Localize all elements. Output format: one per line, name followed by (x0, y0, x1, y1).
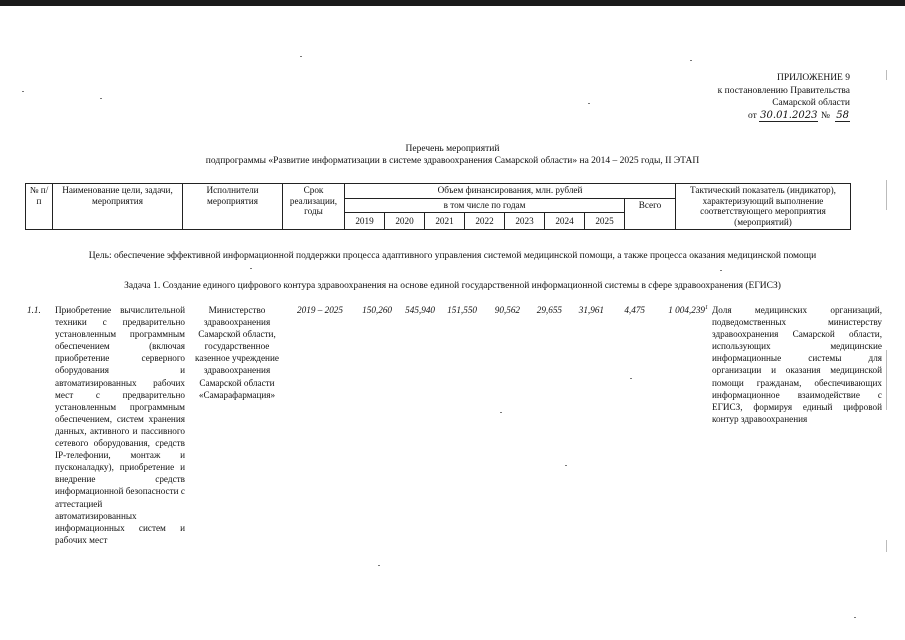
row-name: Приобретение вычислительной техники с предварительно установленным программным обеспечением (включая приобретение серверного оборудования и автоматизированных рабочих мест с предварительно установленным программным обеспечением, систем хранения данных, активного и пассивного сетевого оборудования, средств IP-телефонии, монтаж и пусконаладку), приобретение и внедрение средств информационной безопасности с аттестацией автоматизированных информационных систем и рабочих мест (55, 305, 185, 545)
by-years-header: в том числе по годам (345, 199, 625, 213)
value-2024: 31,961 (578, 305, 604, 315)
col-num-header: № п/п (26, 184, 53, 230)
date-prefix: от (748, 110, 757, 121)
row-term: 2019 – 2025 (297, 305, 343, 315)
number-prefix: № (820, 110, 830, 121)
scan-edge-mark (886, 70, 887, 80)
year-2019: 2019 (345, 213, 385, 230)
col-indicator-header: Тактический показатель (индикатор), характеризующий выполнение соответствующего мероприятия (мероприятий) (676, 184, 851, 230)
row-executors: Министерство здравоохранения Самарской области, государственное казенное учреждение здравоохранения Самарской области «Самарафармация» (195, 305, 279, 400)
scan-speck (588, 103, 590, 104)
year-2025: 2025 (585, 213, 625, 230)
title-line-1: Перечень мероприятий (405, 144, 500, 154)
col-term-header: Срок реализации, годы (283, 184, 345, 230)
year-2023: 2023 (505, 213, 545, 230)
scan-top-border (0, 0, 905, 6)
col-funding-header: Объем финансирования, млн. рублей (345, 184, 676, 199)
document-title (0, 143, 905, 167)
handwritten-date: 30.01.2023 (760, 109, 818, 121)
appendix-title: ПРИЛОЖЕНИЕ 9 (776, 73, 850, 83)
scan-speck (378, 565, 380, 566)
col-name-header: Наименование цели, задачи, мероприятия (53, 184, 183, 230)
col-total-header: Всего (625, 199, 676, 230)
scan-edge-mark (886, 350, 887, 410)
scan-speck (22, 91, 24, 92)
task-text: Задача 1. Создание единого цифрового контура здравоохранения на основе единой государственной информационной системы в сфере здравоохранения (ЕГИСЗ) (124, 281, 781, 291)
scan-speck (300, 56, 302, 57)
col-executors-header: Исполнители мероприятия (183, 184, 283, 230)
value-2020: 545,940 (405, 305, 435, 315)
appendix-block (640, 72, 850, 122)
value-total (648, 304, 708, 316)
value-total-footnote: 1 (705, 304, 708, 311)
value-2025: 4,475 (624, 305, 645, 315)
goal-text: Цель: обеспечение эффективной информационной поддержки процесса адаптивного управления системой медицинской помощи, а также процесса оказания медицинской помощи (88, 251, 817, 261)
scan-speck (100, 98, 102, 99)
scan-speck (720, 270, 722, 271)
title-line-2: подпрограммы «Развитие информатизации в системе здравоохранения Самарской области» на 2014 – 2025 годы, II ЭТАП (205, 156, 700, 166)
table-header (25, 183, 851, 230)
year-2024: 2024 (545, 213, 585, 230)
handwritten-number: 58 (836, 109, 849, 121)
value-total-number: 1 004,239 (668, 305, 705, 315)
year-2020: 2020 (385, 213, 425, 230)
appendix-line-1: к постановлению Правительства (717, 85, 850, 96)
appendix-line-2: Самарской области (772, 98, 850, 108)
value-2021: 151,550 (447, 305, 477, 315)
year-2022: 2022 (465, 213, 505, 230)
scan-speck (565, 465, 567, 466)
row-number: 1.1. (27, 305, 41, 315)
scan-speck (690, 60, 692, 61)
row-indicator: Доля медицинских организаций, подведомственных министерству здравоохранения Самарской области, использующих медицинские информационные системы для организации и оказания медицинской помощи гражданам, обеспечивающих информационное взаимодействие с ЕГИСЗ, формируя единый цифровой контур здравоохранения (712, 305, 882, 424)
value-2022: 90,562 (494, 305, 520, 315)
appendix-date-row (640, 110, 850, 123)
scan-speck (500, 412, 502, 413)
scan-edge-mark (886, 540, 887, 552)
scan-speck (854, 617, 856, 618)
value-2023: 29,655 (536, 305, 562, 315)
year-2021: 2021 (425, 213, 465, 230)
scan-speck (630, 378, 632, 379)
value-2019: 150,260 (362, 305, 392, 315)
scan-speck (250, 268, 252, 269)
scan-edge-mark (886, 180, 887, 210)
